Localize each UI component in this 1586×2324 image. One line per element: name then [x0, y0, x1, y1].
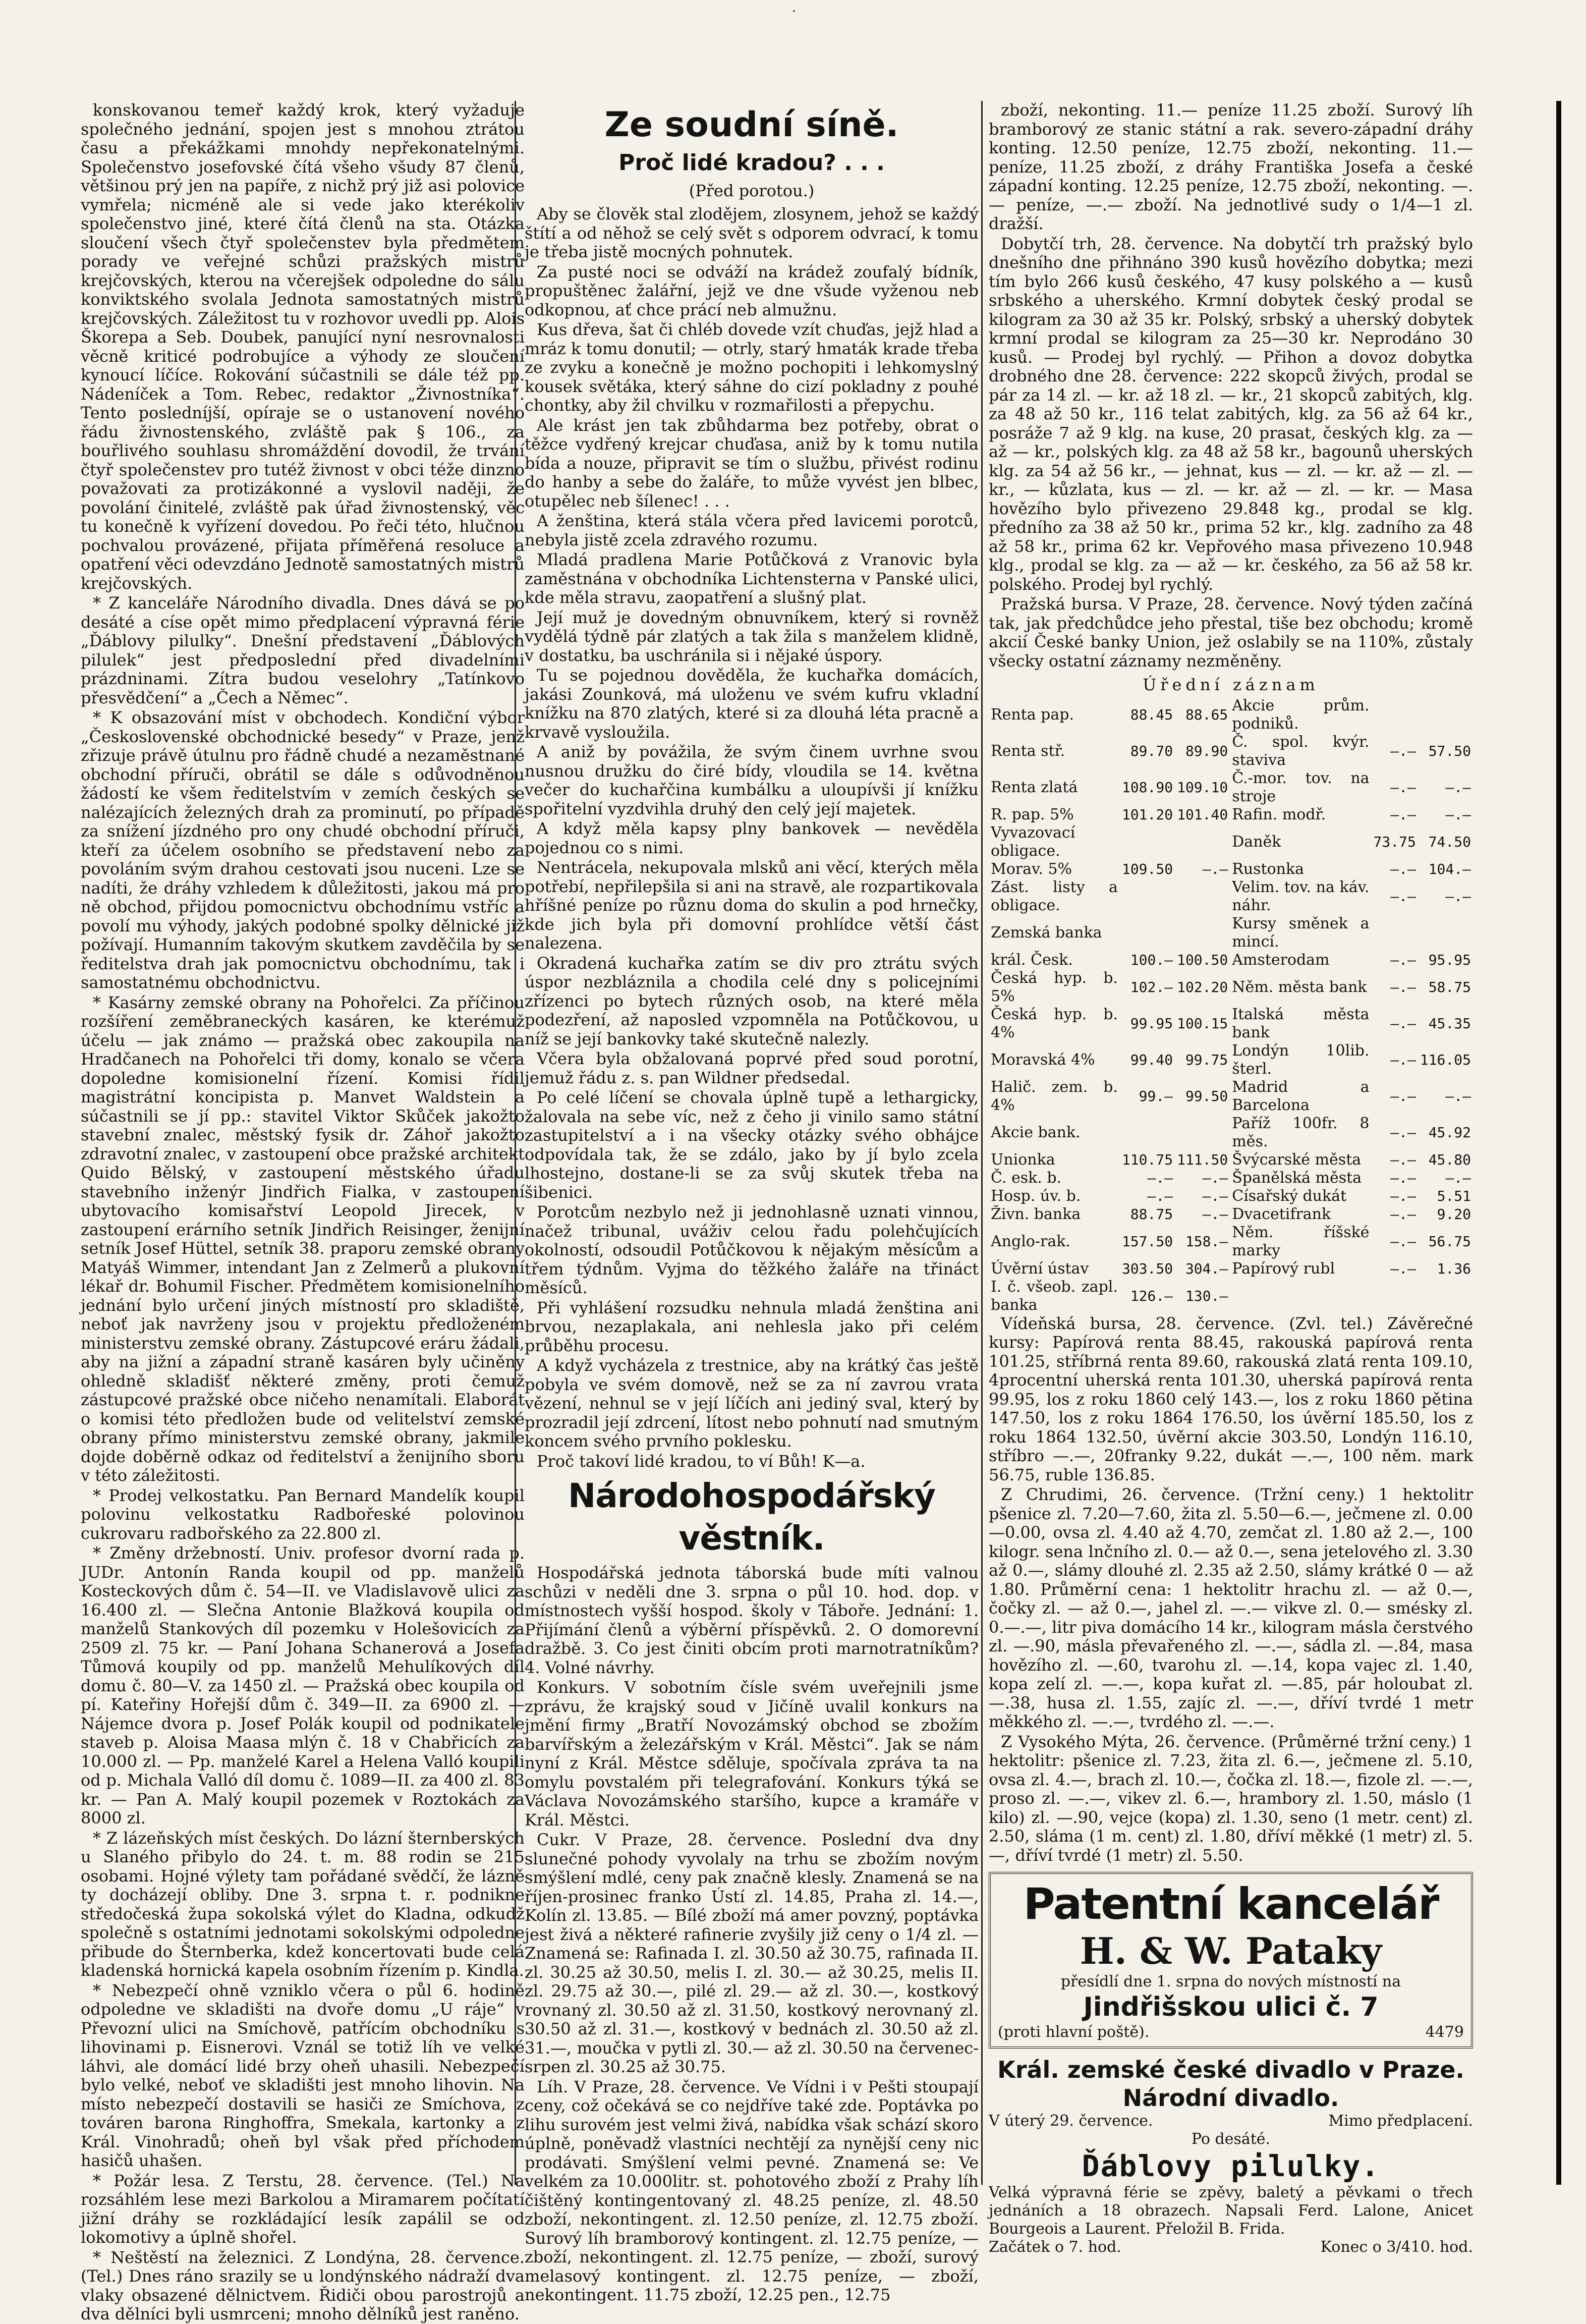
quote-cell: Švýcarské města	[1232, 1150, 1362, 1169]
quote-cell: 73.75	[1373, 833, 1416, 850]
quote-cell: —.—	[1390, 860, 1416, 877]
article-paragraph: Hospodářská jednota táborská bude míti valnou schůzi v neděli dne 3. srpna o půl 10. hod. dop. v místnostech vyšší hospod. školy v Táboře. Jednání: 1. Přijímání členů a výběrní příspěvků. 2. O domorevní dražbě. 3. Co jest činiti obcím proti marnotratníkům? 4. Volné návrhy.	[525, 1563, 979, 1677]
quote-row	[989, 1224, 1473, 1260]
quote-cell	[1120, 1115, 1175, 1151]
quote-cell: Papírový rubl	[1232, 1259, 1335, 1278]
quote-row	[989, 969, 1473, 1006]
quote-cell: Vyvazovací obligace.	[991, 823, 1075, 860]
theatre-note: Po desáté.	[1191, 2130, 1271, 2148]
quote-cell: 130.—	[1185, 1287, 1228, 1304]
quote-row	[989, 860, 1473, 878]
quote-cell: Španělská města	[1232, 1169, 1362, 1187]
quote-cell: 116.05	[1420, 1051, 1471, 1068]
theatre-announcement	[989, 2056, 1473, 2256]
quote-cell: 89.70	[1130, 742, 1173, 759]
article-paragraph: Za pusté noci se odváží na krádež zoufalý bídník, propuštěnec žalářní, jejž ve dne všude vyženou neb odkopnou, ať chce prácí neb almužnu.	[525, 262, 979, 319]
article-paragraph: * Požár lesa. Z Terstu, 28. července. (Tel.) Na rozsáhlém lese mezi Barkolou a Miramarem počítatí jižní dráhy se rozkládající lesík zapálil se od lokomotivy a úplně shořel.	[81, 2171, 525, 2247]
quote-cell: 99.75	[1185, 1051, 1228, 1068]
article-paragraph: Dobytčí trh, 28. července. Na dobytčí trh pražský bylo dnešního dne přihnáno 390 kusů hovězího dobytka; mezi tím bylo 266 kusů českého, 47 kusy polského a — kusů srbského a uherského. Krmní dobytek český prodal se kilogram za 30 až 35 kr. Polský, srbský a uherský dobytek krmní prodal se kilogram za 25—30 kr. Neprodáno 30 kusů. — Prodej byl rychlý. — Přihon a dovoz dobytka drobného dne 28. července: 222 skopců živých, prodal se pár za 14 zl. — kr. až 18 zl. — kr., 21 skopců zabitých, klg. za 48 až 50 kr., 116 telat zabitých, klg. za 56 až 64 kr., posráže 7 až 9 klg. na kuse, 20 prasat, českých klg. za — až — kr., polských klg. za 48 až 58 kr., bagounů uherských klg. za 54 až 56 kr., — jehnat, kus — zl. — kr. až — zl. — kr., — kůzlata, kus — zl. — kr. až — zl. — kr. — Masa hovězího bylo přivezeno 29.848 kg., prodal se klg. předního za 38 až 50 kr., prima 52 kr., klg. zadního za 48 až 58 kr., prima 62 kr. Vepřového masa přivezeno 10.948 klg., prodal se klg. za — až — kr. českého, za 56 až 58 kr. polského. Prodej byl rychlý.	[989, 234, 1473, 594]
quote-cell: Úvěrní ústav	[991, 1259, 1089, 1278]
article-paragraph: A když měla kapsy plny bankovek — nevěděla pojednou co s nimi.	[525, 819, 979, 857]
quote-cell: 158.—	[1185, 1233, 1228, 1250]
quote-cell: 58.75	[1428, 978, 1471, 995]
quote-cell: —.—	[1202, 1169, 1228, 1186]
quote-cell: 99.50	[1185, 1087, 1228, 1104]
quote-cell: Amsterodam	[1232, 951, 1330, 969]
quote-cell: Něm. města bank	[1232, 978, 1367, 996]
quote-cell: —.—	[1445, 1087, 1471, 1104]
quote-cell: 99.40	[1130, 1051, 1173, 1068]
quote-cell: —.—	[1390, 1124, 1416, 1141]
quote-cell: 5.51	[1437, 1187, 1471, 1204]
quote-row	[989, 1205, 1473, 1224]
quote-cell: —.—	[1390, 1015, 1416, 1032]
quote-cell: R. pap. 5%	[991, 805, 1074, 823]
quote-cell	[1120, 824, 1175, 860]
quote-cell: 304.—	[1185, 1260, 1228, 1277]
quote-cell: —.—	[1390, 888, 1416, 905]
quote-cell: Rafin. modř.	[1232, 805, 1326, 823]
quote-cell	[1372, 1278, 1418, 1314]
ad-headline: Patentní kancelář	[1023, 1879, 1439, 1929]
theatre-time-row	[989, 2238, 1473, 2256]
quote-cell	[1175, 878, 1230, 915]
patent-office-ad	[989, 1872, 1473, 2049]
quote-cell: Kursy směnek a mincí.	[1232, 914, 1370, 951]
quote-cell: Česká hyp. b. 5%	[991, 969, 1118, 1005]
quote-cell	[1175, 824, 1230, 860]
quote-cell: Renta stř.	[991, 742, 1065, 760]
quote-cell: —.—	[1202, 860, 1228, 877]
quote-cell	[1230, 1278, 1371, 1314]
court-section-title: Ze soudní síně.	[604, 105, 899, 145]
theatre-title: Král. zemské české divadlo v Praze.	[997, 2056, 1464, 2083]
article-paragraph: A aniž by povážila, že svým činem uvrhne svou nusnou družku do čiré bídy, vloudila se 14. května večer do kuchařčina kumbálku a uloupívši jí knížku spořitelní vyzdvihla druhý den celý její majetek.	[525, 742, 979, 818]
middle-column	[525, 101, 979, 2304]
quote-row	[989, 1278, 1473, 1314]
theatre-description: Velká výpravná férie se zpěvy, baletý a pěvkami o třech jednáních a 18 obrazech. Napsali Ferd. Lalone, Anicet Bourgeois a Laurent. Přeložil B. Frida.	[989, 2184, 1473, 2238]
quote-cell: —.—	[1390, 1233, 1416, 1250]
quote-row	[989, 806, 1473, 824]
quote-row	[989, 697, 1473, 733]
quote-cell: 126.—	[1130, 1287, 1173, 1304]
quote-row	[989, 1006, 1473, 1042]
quote-cell: Italská města bank	[1232, 1005, 1370, 1041]
quote-cell: —.—	[1390, 1187, 1416, 1204]
quote-cell: —.—	[1390, 779, 1416, 796]
quote-cell: Anglo-rak.	[991, 1232, 1070, 1250]
quote-cell: 57.50	[1428, 742, 1471, 759]
quote-cell: 100.50	[1177, 951, 1228, 968]
article-paragraph: zboží, nekonting. 11.— peníze 11.25 zboží. Surový líh bramborový ze stanic státní a rak. severo-západní dráhy konting. 12.50 peníze, 12.75 zboží, nekonting. 11.— peníze, 11.25 zboží, z dráhy Františka Josefa a české západní konting. 12.25 peníze, 12.75 zboží, nekonting. —.— peníze, —.— zboží. Na jednotlivé sudy o 1/4—1 zl. dražší.	[989, 100, 1473, 233]
article-paragraph: Včera byla obžalovaná poprvé před soud porotní, jemuž řádu z. s. pan Wildner předsedal.	[525, 1049, 979, 1087]
quote-cell: Daněk	[1232, 833, 1281, 851]
quote-row	[989, 733, 1473, 769]
quote-cell: 9.20	[1437, 1205, 1471, 1223]
quote-cell	[1418, 1278, 1473, 1314]
article-paragraph: * Kasárny zemské obrany na Pohořelci. Za příčinou rozšíření zeměbraneckých kasáren, ke kterémuž účelu — jak známo — pražská obec zakoupila na Hradčanech na Pohořelci tři domy, konalo se včera dopoledne komisionelní řízení. Komisi řídil magistrátní koncipista p. Manvet Waldstein a súčastnili se jí pp.: stavitel Viktor Skůček jakožto stavební znalec, městský fysik dr. Záhoř jakožto zdravotní znalec, v zastoupení obce pražské architekt Quido Bělský, v zastoupení městského úřadu stavebního inženýr Jindřich Fialka, v zastoupení ubytovacího komisařství Leopold Jirecek, v zastoupení erárního setník Jindřich Reisinger, ženijní setník Josef Hüttel, setník 38. praporu zemské obrany Matyáš Wimmer, intendant Jan z Zelmerů a plukovní lékař dr. Bohumil Fischer. Předmětem komisionelního jednání bylo určení jiných místností pro skladiště, neboť jak navrženy jsou v projektu předloženém ministerstvu zemské obrany. Zástupcové eráru žádali, aby na jižní a západní straně kasáren byly učiněny ohledně skladišť některé změny, proti čemuž zástupcové pražské obce ničeho nenamítali. Elaborát o komisi této předložen bude od velitelství zemské obrany přímo ministerstvu zemské obrany, jakmile dojde doběrně odkaz od ředitelství a ženijního sboru v této záležitosti.	[81, 992, 525, 1485]
quote-row	[989, 824, 1473, 860]
quote-cell: 45.35	[1428, 1015, 1471, 1032]
quote-cell: —.—	[1445, 779, 1471, 796]
economic-section-title: Národohospodářský věstník.	[568, 1476, 935, 1558]
quote-cell: 74.50	[1428, 833, 1471, 850]
quote-cell: 99.95	[1130, 1015, 1173, 1032]
quote-cell: —.—	[1390, 1087, 1416, 1104]
article-paragraph: * Změny držebností. Univ. profesor dvorní rada p. JUDr. Antonín Randa koupil od pp. manželů Kosteckových dům č. 54—II. ve Vladislavově ulici za 16.400 zl. — Slečna Antonie Blažková koupila od manželů Stankových díl pozemku v Holešovicích za 2509 zl. 75 kr. — Paní Johana Schanerová a Josefa Tůmová koupily od pp. manželů Mehulíkových díl domu č. 80—V. za 1450 zl. — Pražská obec koupila od pí. Kateřiny Hořejší dům č. 349—II. za 6900 zl. — Nájemce dvora p. Josef Polák koupil od podnikatele staveb p. Aloisa Maasa mlýn č. 18 v Chabřicích za 10.000 zl. — Pp. manželé Karel a Helena Valló koupili od p. Michala Valló díl domu č. 1089—II. za 400 zl. 83 kr. — Pan A. Malý koupil pozemek v Roztokách za 8000 zl.	[81, 1543, 525, 1828]
article-paragraph: Aby se člověk stal zlodějem, zlosynem, jehož se každý štítí a od něhož se celý svět s odporem odvrací, k tomu je třeba jistě mocných pohnutek.	[525, 204, 979, 261]
article-paragraph: Její muž je dovedným obnuvníkem, který si rovněž vydělá týdně pár zlatých a tak žila s manželem klidně, v dostatku, ba uschránila si i nějaké úspory.	[525, 607, 979, 665]
article-paragraph: A když vycházela z trestnice, aby na krátký čas ještě pobyla ve svém domově, než se za ní zavrou vrata vězení, nehnul se v její líčích ani jediný sval, který by prozradil její zdrcení, lítost nebo pohnutí nad smutným koncem svého prvního poklesku.	[525, 1356, 979, 1451]
quote-cell: —.—	[1390, 1205, 1416, 1223]
theatre-start: Začátek o 7. hod.	[989, 2238, 1121, 2256]
quote-cell: 101.40	[1177, 806, 1228, 823]
quote-cell: 99.—	[1139, 1087, 1173, 1104]
quote-cell: 100.—	[1130, 951, 1173, 968]
quote-cell: —.—	[1390, 978, 1416, 995]
article-paragraph: konskovanou temeř každý krok, který vyžaduje společného jednání, spojen jest s mnohou ztrátou času a překážkami mnohdy nepřekonatelnými. Společenstvo josefovské čítá všeho všudy 87 členů, většinou prý jen na papíře, z nichž prý již asi polovice vymřela; nicméně ale si vede jako kterékoliv společenstvo jiné, které čítá členů na sta. Otázka sloučení všech čtyř společenstev byla předmětem porady ve veřejné schůzi pražských mistrů krejčovských, kterou na včerejšek odpoledne do sálu konviktského svolala Jednota samostatných mistrů krejčovských. Záležitost tu v rozhovor uvedli pp. Alois Škorepa a Seb. Doubek, panující nyní nesrovnalosti věcně kriticé podrobujíce a výhody ze sloučení kynoucí líčíce. Rokování súčastnili se dále též pp. Nádeníček a Tom. Rebec, redaktor „Živnostníka“. Tento posledníjší, opíraje se o ustanovení nového řádu živnostenského, zvláště pak § 106., za bouřlivého souhlasu shromáždění dovodil, že trvání čtyř společenstev pro tutéž živnost v obci téže dinzno považovati za protizákonné a vyslovil naději, že povolání činitelé, zvláště pak úřad živnostenský, věc tu konečně k vyřízení dovedou. Po řeči této, hlučnou pochvalou provázené, přijata příměřená resoluce a opatření věci odevzdáno Jednotě samostatných mistrů krejčovských.	[81, 100, 525, 593]
article-paragraph: * Z lázeňských míst českých. Do lázní šternberských u Slaného přibylo do 24. t. m. 88 rodin se 215 osobami. Hojné výlety tam pořádané svědčí, že lázně ty docházejí obliby. Dne 3. srpna t. r. podnikne středočeská župa sokolská výlet do Kladna, odkudž společně s ostatními jednotami sokolskými odpoledne přibude do Šternberka, kdež koncertovati bude celá kladenská hornická kapela osobním řízením p. Kindla.	[81, 1828, 525, 1980]
article-paragraph: Konkurs. V sobotním čísle svém uveřejnili jsme zprávu, že krajský soud v Jičíně uvalil konkurs na jmění firmy „Bratří Novozámský obchod se zbožím barvířským a železářským v Král. Městci“. Jak se nám nyní z Král. Městce sděluje, spočívala zpráva ta na omylu povstalém při telegrafování. Konkurs týká se Václava Novozámského staršího, kupce a kramáře v Král. Městci.	[525, 1678, 979, 1830]
quote-cell	[1372, 697, 1418, 733]
court-article-note: (Před porotou.)	[689, 181, 815, 200]
page-edge	[1556, 101, 1561, 2185]
quotes-table-title: Úřední záznam	[1143, 675, 1319, 694]
quote-cell: 102.20	[1177, 978, 1228, 995]
quote-cell: Renta pap.	[991, 705, 1074, 724]
quote-cell: Morav. 5%	[991, 860, 1072, 878]
quote-cell	[1120, 915, 1175, 951]
quote-cell: —.—	[1390, 1151, 1416, 1168]
quote-cell: Rustonka	[1232, 860, 1305, 878]
quote-cell: —.—	[1202, 1205, 1228, 1223]
article-paragraph: Ale krást jen tak zbůhdarma bez potřeby, obrat o těžce vydřený krejcar chuďasa, aniž by k tomu nutila bída a nouze, připravit se tím o službu, přivést rodinu do hanby a sebe do žaláře, to může vyvést jen blbec, otupělec neb šílenec! . . .	[525, 415, 979, 511]
quote-cell: 45.80	[1428, 1151, 1471, 1168]
ad-address: Jindřišskou ulici č. 7	[1083, 1992, 1379, 2022]
quote-row	[989, 1078, 1473, 1115]
quote-cell: 108.90	[1121, 779, 1173, 796]
ad-number: 4479	[1425, 2023, 1464, 2041]
quote-cell: 104.—	[1428, 860, 1471, 877]
article-paragraph: Pražská bursa. V Praze, 28. července. Nový týden začíná tak, jak předchůdce jeho přestal, tiše bez obchodu; kromě akcií České banky Union, jež oslabily se na 110%, zůstaly všecky ostatní záznamy nezměněny.	[989, 594, 1473, 671]
theatre-venue: Národní divadlo.	[1122, 2084, 1339, 2112]
quote-cell: 88.75	[1130, 1205, 1173, 1223]
theatre-subscription: Mimo předplacení.	[1328, 2112, 1473, 2130]
theatre-date: V úterý 29. července.	[989, 2112, 1153, 2130]
article-paragraph: Porotcům nezbylo než ji jednohlasně uznati vinnou, načež tribunal, uváživ celou řadu polehčujících okolností, odsoudil Potůčkovou k nějakým měsícům a třem týdnům. Vyjma do těžkého žaláře na třináct měsíců.	[525, 1202, 979, 1297]
article-paragraph: Tu se pojednou dověděla, že kuchařka domácích, jakási Zounková, má uloženu ve svém kufru vkladní knížku na 870 zlatých, které si za dlouhá léta pracně a krvavě vysloužila.	[525, 666, 979, 742]
article-paragraph: Nentrácela, nekupovala mlsků ani věcí, kterých měla potřebí, nepřilepšila si ani na stravě, ale rozpartikovala hříšné peníze po různu doma do skulin a pod hrnečky, kde jich byla při domovní prohlídce větší část nalezena.	[525, 858, 979, 953]
quote-cell: 303.50	[1121, 1260, 1173, 1277]
article-paragraph: Okradená kuchařka zatím se div pro ztrátu svých úspor nezbláznila a chodila celé dny s policejními zřízenci po bytech různých osob, na které měla podezření, až naposled vzpomněla na Potůčkovou, u níž se její bankovky také skutečně nalezly.	[525, 953, 979, 1048]
article-paragraph: * Neštěstí na železnici. Z Londýna, 28. července. (Tel.) Dnes ráno srazily se u londýnského nádraží dva vlaky obsazené dělnictvem. Řidiči obou parostrojů a dva dělníci byli usmrceni; mnoho dělníků jest raněno.	[81, 2247, 525, 2323]
quote-cell: Č.-mor. tov. na stroje	[1232, 769, 1370, 805]
quote-cell: Živn. banka	[991, 1205, 1081, 1223]
article-paragraph: Mladá pradlena Marie Potůčková z Vranovic byla zaměstnána v obchodníka Lichtensterna v Panské ulici, kde měla stravu, zaopatření a slušný plat.	[525, 550, 979, 607]
quote-cell: 56.75	[1428, 1233, 1471, 1250]
quote-cell: 102.—	[1130, 978, 1173, 995]
quote-row	[989, 951, 1473, 969]
ad-address-note: (proti hlavní poště).	[998, 2023, 1150, 2041]
ad-text: přesídlí dne 1. srpna do nových místností na	[1060, 1973, 1401, 1990]
quote-cell	[1120, 878, 1175, 915]
quote-row	[989, 1169, 1473, 1187]
quote-row	[989, 1260, 1473, 1278]
article-paragraph: * K obsazování míst v obchodech. Kondiční výbor „Československé obchodnické besedy“ v Praze, jenž zřizuje právě útulnu pro řádně chudé a nezaměstnané obchodní příruči, obrátil se dále s odůvodněnou žádostí ke všem ředitelstvím v zemích českých se nalézajících železných drah za prominutí, po případě za snížení jízdného pro ony chudé obchodní příruči, kteří za účelem osobního se představení nebo za povoláním svým drahou cestovati jsou nuceni. Lze se nadíti, že dráhy vzhledem k důležitosti, jakou má pro ně obchod, přijdou pomocnictvu obchodnímu vstříc a povolí mu výhody, jakých podobné spolky dělnické již požívají. Humanním takovým skutkem zavděčila by se ředitelstva drah jak pomocnictvu obchodnímu, tak i samostatnému obchodnictvu.	[81, 708, 525, 992]
article-paragraph: Při vyhlášení rozsudku nehnula mladá ženština ani brvou, nezaplakala, ani nehlesla jako při celém průběhu procesu.	[525, 1298, 979, 1355]
quote-cell: Zemská banka	[991, 923, 1102, 942]
quote-cell: král. Česk.	[991, 951, 1073, 969]
quote-cell: Londýn 10lib. šterl.	[1232, 1041, 1370, 1078]
quote-cell	[1175, 915, 1230, 951]
quote-row	[989, 1151, 1473, 1169]
quote-cell: 111.50	[1177, 1151, 1228, 1168]
stock-quotes-table	[989, 697, 1473, 1314]
quote-cell: Renta zlatá	[991, 778, 1078, 796]
quote-cell: 157.50	[1121, 1233, 1173, 1250]
ad-company: H. & W. Pataky	[1080, 1929, 1382, 1972]
theatre-date-row	[989, 2112, 1473, 2130]
quote-cell: 88.45	[1130, 706, 1173, 723]
quote-cell: 101.20	[1121, 806, 1173, 823]
quote-cell: —.—	[1202, 1187, 1228, 1204]
quote-row	[989, 915, 1473, 951]
quote-cell: Velim. tov. na káv. náhr.	[1232, 878, 1370, 914]
quote-cell: Něm. říšské marky	[1232, 1223, 1370, 1259]
quote-cell: —.—	[1390, 1169, 1416, 1186]
article-paragraph: * Nebezpečí ohně vzniklo včera o půl 6. hodině odpoledne ve skladišti na dvoře domu „U ráje“ v Převozní ulici na Smíchově, patřícím obchodníku s lihovinami p. Eisnerovi. Vznál se totiž líh ve velké láhvi, ale domácí lidé brzy oheň uhasili. Nebezpečí bylo velké, neboť ve skladišti jest mnoho lihovin. Na místo nebezpečí dostavili se hasiči ze Smíchova, z továren barona Ringhoffra, Smekala, kartonky a z Král. Vinohradů; oheň byl však před příchodem hasičů uhašen.	[81, 1980, 525, 2170]
quote-cell: —.—	[1390, 806, 1416, 823]
quote-cell: Zást. listy a obligace.	[991, 878, 1118, 914]
court-article-title: Proč lidé kradou? . . .	[618, 150, 885, 176]
quote-cell: 1.36	[1437, 1260, 1471, 1277]
quote-cell	[1418, 697, 1473, 733]
article-paragraph: Líh. V Praze, 28. července. Ve Vídni i v Pešti stoupají ceny, což očekává se co nejdříve také zde. Poptávka po lihu surovém jest velmi živá, nabídka však schází skoro úplně, poněvadž vlastníci nechtějí za nynější ceny nic prodávati. Smýšlení velmi pevné. Znamená se: Ve velkém za 10.000litr. st. pohotového zboží z Prahy líh čištěný kontingentovaný zl. 48.25 peníze, zl. 48.50 zboží, nekontingent. zl. 12.50 peníze, zl. 12.75 zboží. Surový líh bramborový kontingent. zl. 12.75 peníze, — zboží, nekontingent. zl. 12.75 peníze, — zboží, surový melasový kontingent. zl. 12.75 peníze, — zboží, nekontingent. 11.75 zboží, 12.25 pen., 12.75	[525, 2077, 979, 2304]
quote-cell: —.—	[1390, 742, 1416, 759]
quote-cell: 109.50	[1121, 860, 1173, 877]
article-paragraph: Z Vysokého Mýta, 26. července. (Průměrné tržní ceny.) 1 hektolitr: pšenice zl. 7.23, žita zl. 6.—, ječmene zl. 5.10, ovsa zl. 4.—, brach zl. 10.—, čočka zl. 18.—, fizole zl. —.—, proso zl. —.—, vikev zl. 6.—, hrambory zl. 1.50, máslo (1 kilo) zl. —.90, vejce (kopa) zl. 1.30, seno (1 metr. cent) zl. 2.50, sláma (1 m. cent) zl. 1.80, dříví měkké (1 metr) zl. 5.—, dříví tvrdé (1 metr) zl. 5.50.	[989, 1732, 1473, 1865]
article-paragraph: * Prodej velkostatku. Pan Bernard Mandelík koupil polovinu velkostatku Radbořeské polovinou cukrovaru radbořského za 22.800 zl.	[81, 1485, 525, 1543]
quote-cell: 109.10	[1177, 779, 1228, 796]
ad-footer	[998, 2023, 1464, 2041]
quote-cell: Dvacetifrank	[1232, 1205, 1331, 1223]
quote-cell: I. č. všeob. zapl. banka	[991, 1278, 1118, 1314]
article-paragraph: Po celé líčení se chovala úplně tupě a lethargicky, žalovala na sebe víc, než z čeho ji vinilo samo státní zastupitelství a i na všecky otázky svého obhájce odpovídala tak, že se zdálo, jako by jí bylo zcela lhostejno, dostane-li se za svůj skutek třeba na šibenici.	[525, 1088, 979, 1202]
quote-row	[989, 1042, 1473, 1078]
quote-cell: —.—	[1390, 951, 1416, 968]
quote-row	[989, 1115, 1473, 1151]
quote-cell	[1175, 1115, 1230, 1151]
quote-cell: 110.75	[1121, 1151, 1173, 1168]
article-paragraph: Proč takoví lidé kradou, to ví Bůh! K—a.	[537, 1451, 866, 1471]
article-paragraph: Kus dřeva, šat či chléb dovede vzít chuďas, jejž hlad a mráz k tomu donutil; — otrly, starý hmaták krade třeba ze zvyku a konečně je možno pochopiti i lehkomyslný kousek světáka, který sáhne do cizí pokladny z pouhé chontky, aby žil chvilku v rozmařilosti a přepychu.	[525, 320, 979, 415]
quote-cell: 45.92	[1428, 1124, 1471, 1141]
quote-cell: —.—	[1390, 1051, 1416, 1068]
quote-cell: 100.15	[1177, 1015, 1228, 1032]
quote-cell: Č. esk. b.	[991, 1169, 1062, 1187]
quote-cell: —.—	[1445, 1169, 1471, 1186]
quote-cell: Hosp. úv. b.	[991, 1187, 1081, 1205]
column-rule	[981, 101, 983, 2185]
quote-cell: —.—	[1445, 888, 1471, 905]
theatre-play-title: Ďáblovy pilulky.	[1082, 2149, 1380, 2183]
article-paragraph: * Z kanceláře Národního divadla. Dnes dává se po desáté a císe opět mimo předplacení výpravná férie „Ďáblovy pilulky“. Dnešní představení „Ďáblových pilulek“ jest předposlední před divadelními prázdninami. Zítra budou veselohry „Tatínkovo přesvědčení“ a „Čech a Němec“.	[81, 593, 525, 707]
quote-cell: —.—	[1147, 1187, 1173, 1204]
article-paragraph: Cukr. V Praze, 28. července. Poslední dva dny slunečné pohody vyvolaly na trhu se zbožím novým smýšlení mdlé, ceny pak značně klesly. Znamená se na říjen-prosinec franko Ústí zl. 14.85, Praha zl. 14.—, Kolín zl. 13.85. — Bílé zboží má amer povzný, poptávka jest živá a některé rafinerie zvyšily již ceny o 1/4 zl. — Znamená se: Rafinada I. zl. 30.50 až 30.75, rafinada II. zl. 30.25 až 30.50, melis I. zl. 30.— až 30.25, melis II. zl. 29.75 až 30.—, pilé zl. 29.— až zl. 30.—, kostkový rovnaný zl. 30.50 až zl. 31.50, kostkový nerovnaný zl. 30.50 až zl. 31.—, kostkový v bednách zl. 30.50 až zl. 31.—, moučka v pytli zl. 30.— až zl. 30.50 na červenec-srpen zl. 30.25 až 30.75.	[525, 1830, 979, 2076]
left-column	[81, 100, 525, 2323]
article-paragraph: A ženština, která stála včera před lavicemi porotců, nebyla jistě zcela zdravého rozumu.	[525, 511, 979, 549]
quote-cell: Akcie prům. podniků.	[1232, 696, 1370, 733]
quote-cell: —.—	[1390, 1260, 1416, 1277]
theatre-end: Konec o 3/410. hod.	[1320, 2238, 1473, 2256]
quote-cell: Unionka	[991, 1150, 1055, 1169]
quote-cell	[1372, 915, 1418, 951]
quote-cell: Č. spol. kvýr. staviva	[1232, 733, 1370, 769]
quote-cell: 95.95	[1428, 951, 1471, 968]
quote-cell: Paříž 100fr. 8 měs.	[1232, 1114, 1370, 1150]
quote-cell: Císařský dukát	[1232, 1187, 1347, 1205]
quote-cell: 89.90	[1185, 742, 1228, 759]
quote-cell	[1418, 915, 1473, 951]
quote-row	[989, 878, 1473, 915]
article-paragraph: Z Chrudimi, 26. července. (Tržní ceny.) 1 hektolitr pšenice zl. 7.20—7.60, žita zl. 5.50—6.—, ječmene zl. 0.00—0.00, ovsa zl. 4.40 až 4.70, zemčat zl. 1.80 až 2.—, 100 kilogr. sena lnčního zl. 0.— až 0.—, sena jetelového zl. 3.30 až 0.—, slámy dlouhé zl. 2.35 až 2.50, slámy krátké 0 — až 1.80. Průměrní cena: 1 hektolitr hrachu zl. — až 0.—, čočky zl. — až 0.—, jahel zl. —.— vikve zl. 0.— smésky zl. 0.—.—, litr piva domácího 14 kr., kilogram másla čerstvého zl. —.90, másla převařeného zl. —.—, sádla zl. —.84, masa hovězího zl. —.60, tvarohu zl. —.14, kopa vajec zl. 1.40, kopa zelí zl. —.—, kopa kuřat zl. —.85, pár holoubat zl. —.38, husa zl. 1.55, zajíc zl. —.—, dříví tvrdé 1 metr měkkého zl. —.—, tvrdého zl. —.—.	[989, 1485, 1473, 1731]
right-column	[989, 100, 1473, 2256]
quote-cell: —.—	[1147, 1169, 1173, 1186]
quote-row	[989, 769, 1473, 806]
quote-cell: Moravská 4%	[991, 1050, 1095, 1069]
quote-cell: Akcie bank.	[991, 1123, 1081, 1141]
print-mark	[793, 10, 795, 12]
article-paragraph: Vídeňská bursa, 28. července. (Zvl. tel.) Závěrečné kursy: Papírová renta 88.45, rakouská papírová renta 101.25, stříbrná renta 89.60, rakouská zlatá renta 109.10, 4procentní uherská renta 101.30, uherská papírová renta 99.95, los z roku 1860 celý 143.—, los z roku 1860 pětina 147.50, los z roku 1864 176.50, los úvěrní 185.50, los z roku 1864 132.50, úvěrní akcie 303.50, Londýn 116.10, stříbro —.—, 20franky 9.22, dukát —.—, 100 něm. mark 56.75, ruble 136.85.	[989, 1313, 1473, 1484]
quote-cell: Madrid a Barcelona	[1232, 1078, 1370, 1114]
quote-cell: 88.65	[1185, 706, 1228, 723]
quote-row	[989, 1187, 1473, 1205]
quote-cell: —.—	[1445, 806, 1471, 823]
quote-cell: Česká hyp. b. 4%	[991, 1005, 1118, 1041]
quote-cell: Halič. zem. b. 4%	[991, 1078, 1118, 1114]
